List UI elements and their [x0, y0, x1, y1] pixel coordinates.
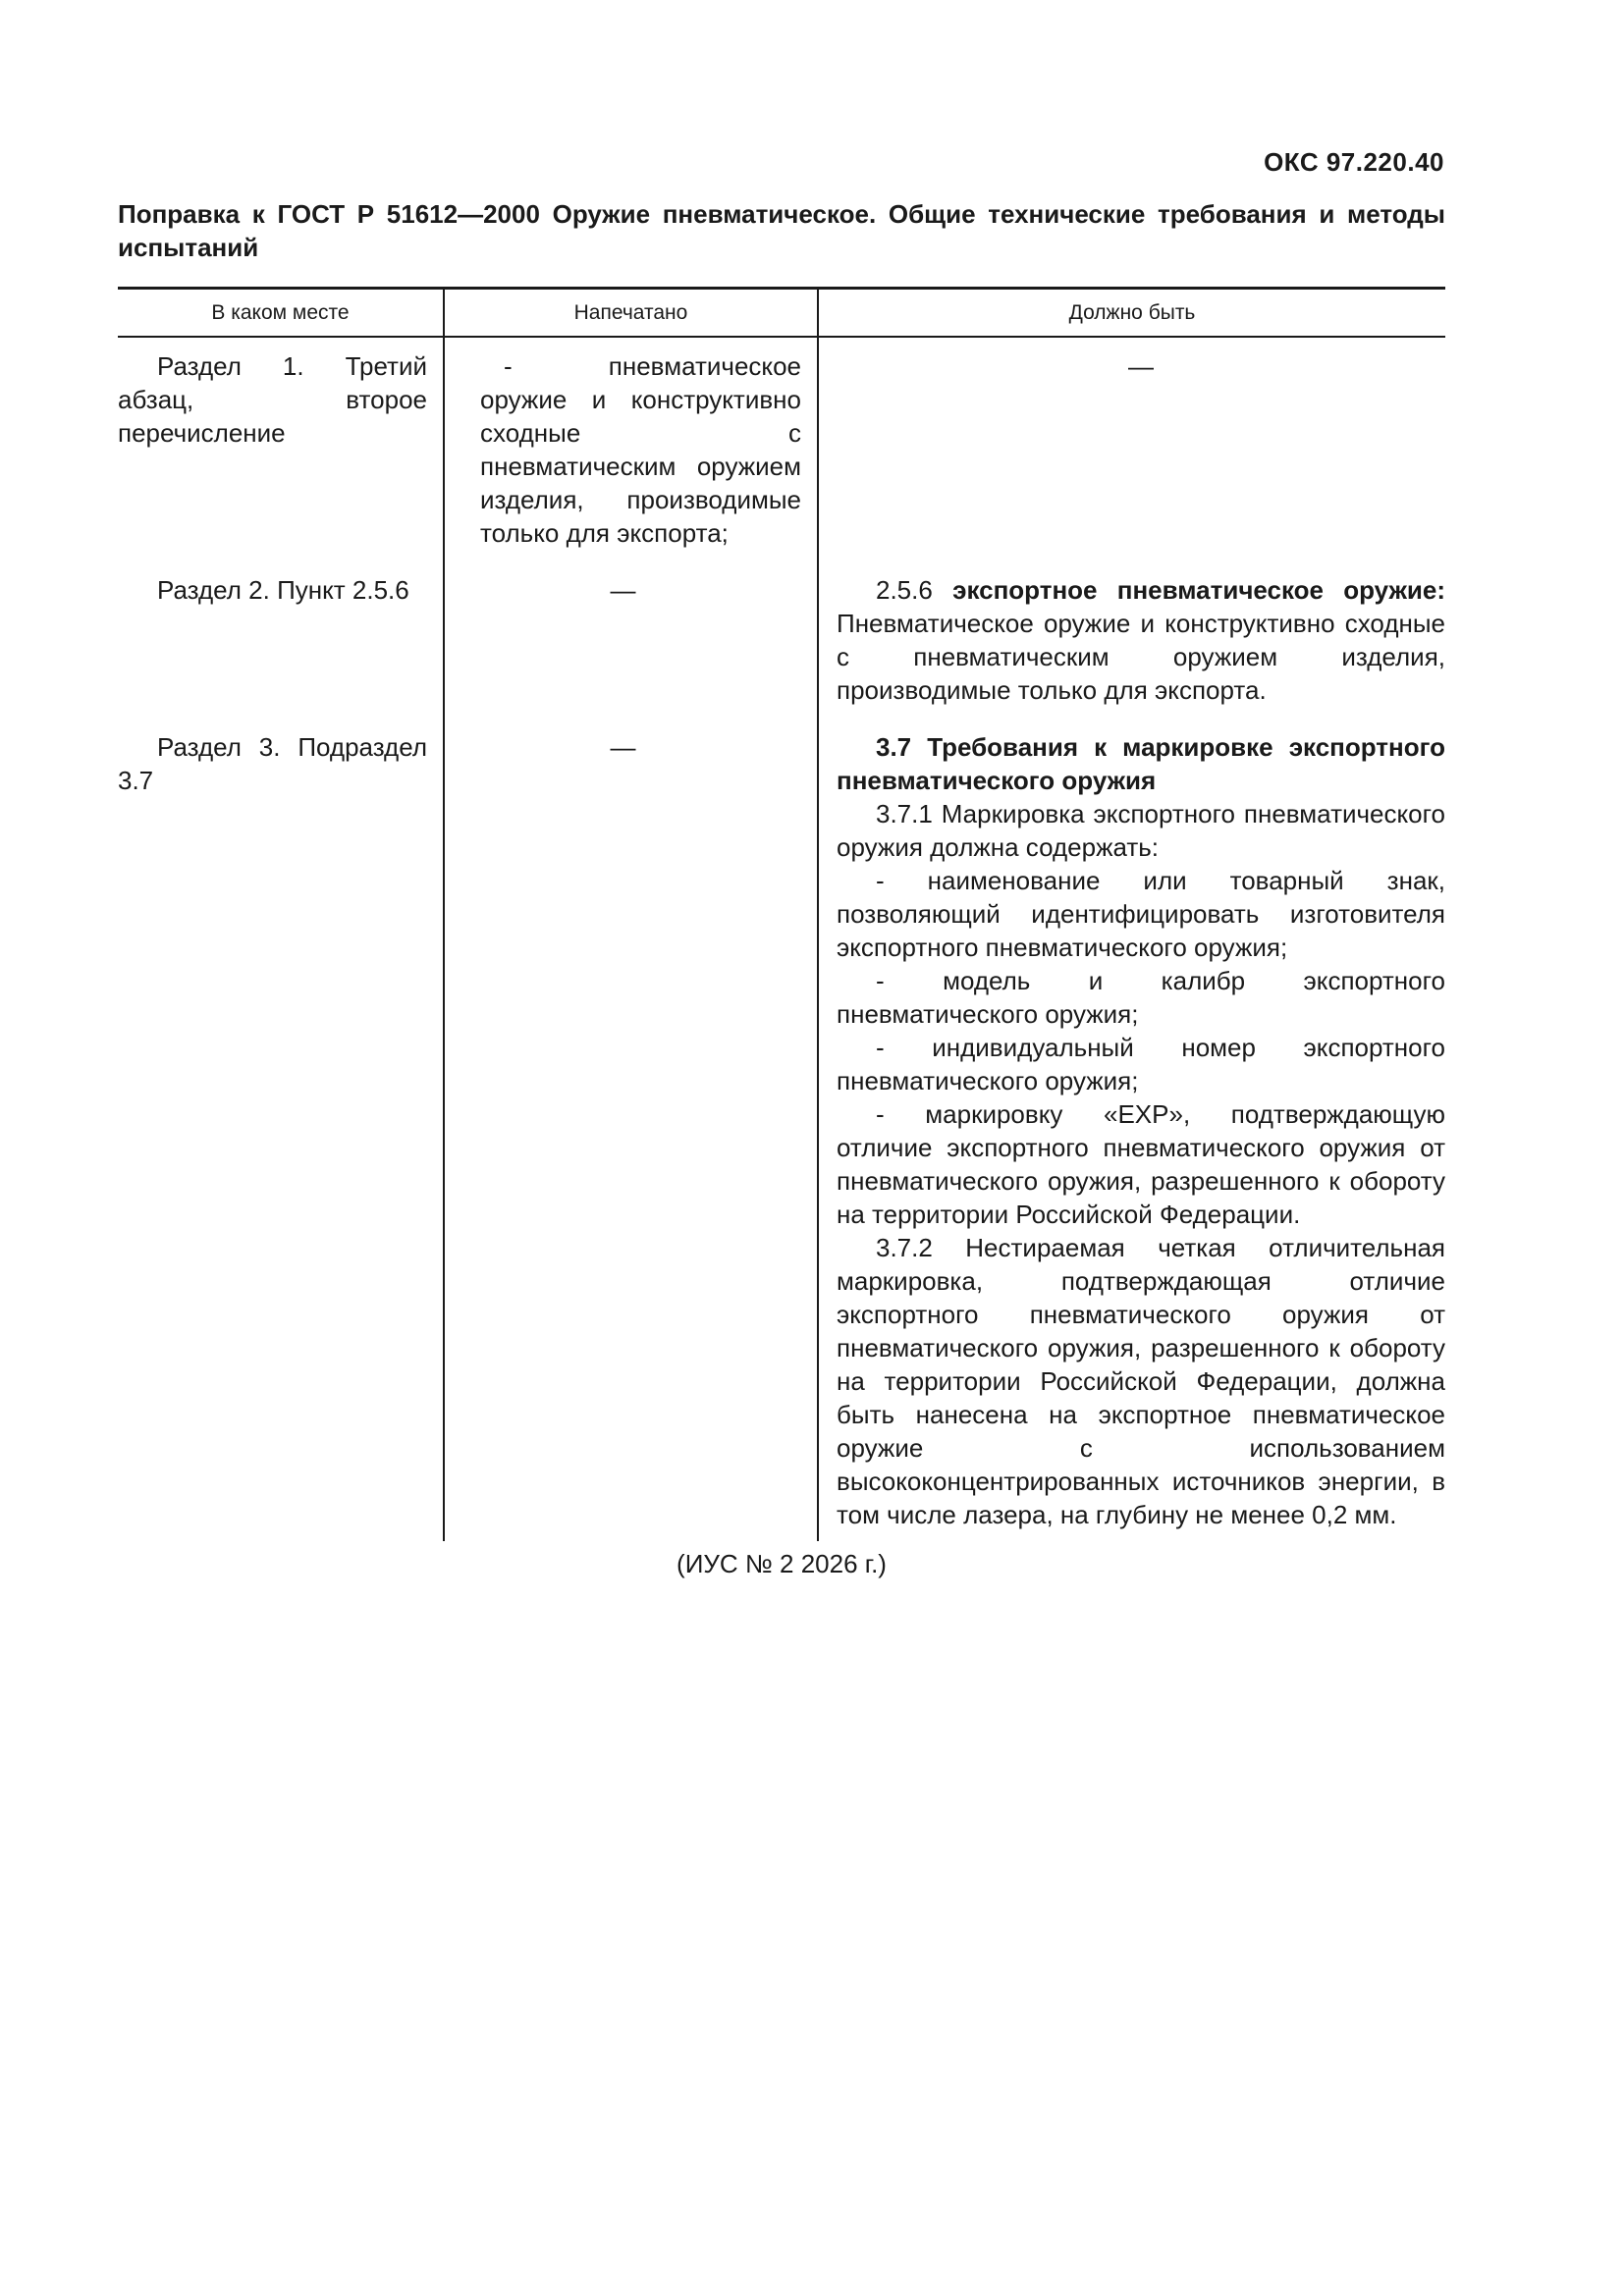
cell-printed — [444, 726, 818, 1541]
classification-code: ОКС 97.220.40 — [1264, 147, 1444, 177]
column-header-should-be: Должно быть — [818, 289, 1445, 338]
table-row — [118, 337, 1445, 569]
amendment-table — [118, 287, 1445, 1541]
table-row — [118, 726, 1445, 1541]
printed-text: — — [610, 732, 636, 762]
list-item: - наименование или товарный знак, позволяющий идентифицировать изготовителя экспортного пневматического оружия; — [837, 866, 1445, 962]
cell-place — [118, 726, 444, 1541]
cell-printed — [444, 569, 818, 726]
list-item: - индивидуальный номер экспортного пневматического оружия; — [837, 1033, 1445, 1095]
document-title: Поправка к ГОСТ Р 51612—2000 Оружие пневматическое. Общие технические требования и методы испытаний — [118, 199, 1445, 262]
column-header-printed: Напечатано — [444, 289, 818, 338]
issue-footer: (ИУС № 2 2026 г.) — [677, 1549, 887, 1578]
cell-place — [118, 569, 444, 726]
cell-should-be — [818, 726, 1445, 1541]
list-item: - модель и калибр экспортного пневматического оружия; — [837, 966, 1445, 1029]
column-header-place: В каком месте — [211, 300, 350, 324]
place-text: Раздел 1. Третий абзац, второе перечисление — [118, 351, 427, 448]
place-text: Раздел 3. Подраздел 3.7 — [118, 732, 427, 795]
place-text: Раздел 2. Пункт 2.5.6 — [157, 575, 409, 605]
table-row — [118, 569, 1445, 726]
subsection-heading: 3.7 Требования к маркировке экспортного пневматического оружия — [837, 732, 1445, 795]
definition-paragraph — [837, 573, 1445, 707]
clause-number: 2.5.6 — [876, 575, 933, 605]
list-item: - маркировку «EXP», подтверждающую отличие экспортного пневматического оружия от пневматического оружия, разрешенного к обороту на территории Российской Федерации. — [837, 1099, 1445, 1229]
printed-text: - пневматическое оружие и конструктивно сходные с пневматическим оружием изделия, производимые только для экспорта; — [480, 351, 801, 548]
cell-should-be — [818, 337, 1445, 569]
defined-term: экспортное пневматическое оружие: — [952, 575, 1445, 605]
definition-text: Пневматическое оружие и конструктивно сходные с пневматическим оружием изделия, производимые только для экспорта. — [837, 609, 1445, 705]
clause-paragraph: 3.7.2 Нестираемая четкая отличительная маркировка, подтверждающая отличие экспортного пневматического оружия от пневматического оружия, разрешенного к обороту на территории Российской Федерации, должна быть нанесена на экспортное пневматическое оружие с использованием высококонцентрированных источников энергии, в том числе лазера, на глубину не менее 0,2 мм. — [837, 1233, 1445, 1529]
printed-text: — — [610, 575, 636, 605]
should-be-text: — — [1128, 351, 1154, 381]
table-header-row — [118, 289, 1445, 338]
cell-printed — [444, 337, 818, 569]
cell-place — [118, 337, 444, 569]
clause-paragraph: 3.7.1 Маркировка экспортного пневматического оружия должна содержать: — [837, 799, 1445, 862]
cell-should-be — [818, 569, 1445, 726]
